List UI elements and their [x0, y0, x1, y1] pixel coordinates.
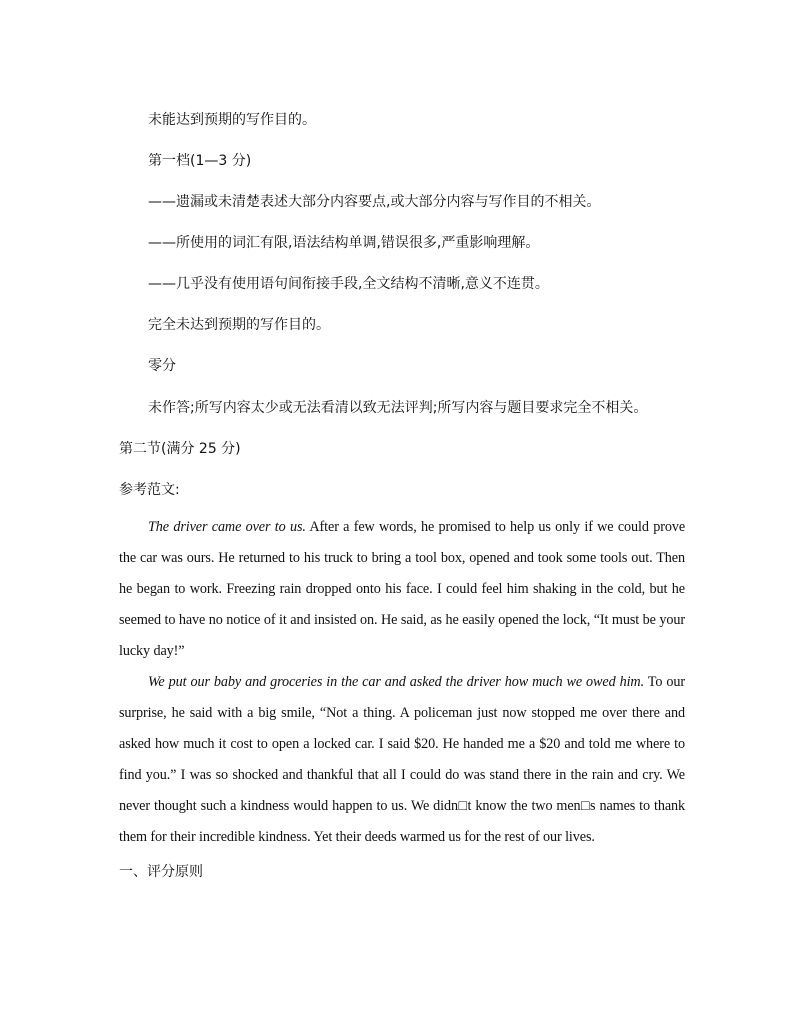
essay-paragraph-2-body: To our surprise, he said with a big smile, “Not a thing. A policeman just now stopped me over there and asked how much it cost to open a locked car. I said $20. He handed me a $20 and told me where to find you.” I was so shocked and thankful that all I could do was stand there in the rain and cry. We never thought such a kindness would happen to us. We didn□t know the two men□s names to thank them for their incredible kindness. Yet their deeds warmed us for the rest of our lives. [119, 674, 685, 845]
text-line-tier-one-heading: 第一档(1—3 分) [148, 153, 252, 169]
essay-paragraph-1-body: After a few words, he promised to help us only if we could prove the car was ours. He returned to his truck to bring a tool box, opened and took some tools out. Then he began to work. Freezing rain dropped onto his face. I could feel him shaking in the cold, but he seemed to have no notice of it and insisted on. He said, as he easily opened the lock, “It must be your lucky day!” [119, 519, 686, 659]
text-line-goal-fully-not-met: 完全未达到预期的写作目的。 [148, 317, 330, 333]
text-line-criterion-vocabulary: ——所使用的词汇有限,语法结构单调,错误很多,严重影响理解。 [148, 235, 540, 251]
text-line-goal-not-met: 未能达到预期的写作目的。 [148, 112, 316, 128]
section-title: 第二节(满分 25 分) [119, 441, 241, 457]
essay-paragraph-1 [119, 512, 685, 667]
text-line-criterion-content: ——遗漏或未清楚表述大部分内容要点,或大部分内容与写作目的不相关。 [148, 194, 601, 210]
essay-paragraph-1-lead: The driver came over to us. [148, 519, 306, 535]
essay-paragraph-2 [119, 667, 685, 853]
reference-essay-label: 参考范文: [119, 482, 180, 498]
scoring-principles-heading: 一、评分原则 [119, 864, 203, 880]
text-line-zero-score-heading: 零分 [148, 358, 176, 374]
text-line-criterion-cohesion: ——几乎没有使用语句间衔接手段,全文结构不清晰,意义不连贯。 [148, 276, 549, 292]
text-line-zero-score-criteria: 未作答;所写内容太少或无法看清以致无法评判;所写内容与题目要求完全不相关。 [148, 400, 648, 416]
essay-paragraph-2-lead: We put our baby and groceries in the car and asked the driver how much we owed him. [148, 674, 645, 690]
